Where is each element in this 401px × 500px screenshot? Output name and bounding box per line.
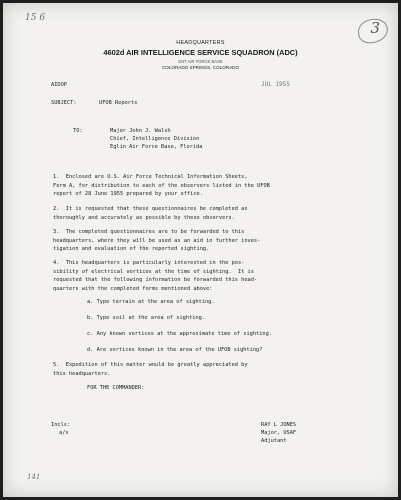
handwritten-page-number: 3	[370, 19, 380, 37]
list-item: c. Any known vortices at the approximate time of sighting.	[87, 331, 272, 337]
document-page	[3, 3, 398, 497]
list-item: a. Type terrain at the area of sighting.	[87, 299, 215, 305]
signature-name: RAY L JONES	[261, 422, 297, 428]
list-item: d. Are vortices known in the area of the UFOB sighting?	[87, 347, 263, 353]
paragraph-3: 3. The completed questionnaires are to be forwarded to this headquarters, where they will be used as an aid in further inves- tigation and evaluation of the reported sighting.	[53, 229, 261, 253]
closing-line: FOR THE COMMANDER:	[87, 385, 145, 391]
handwritten-file-number: 15 6	[25, 13, 46, 23]
paragraph-2: 2. It is requested that these questionnaires be completed as thoroughly and accurately as possible by these observers.	[53, 206, 248, 221]
document-date: JUL 1955	[261, 81, 290, 88]
enclosures-value: a/s	[59, 430, 69, 436]
to-line: Eglin Air Force Base, Florida	[110, 144, 203, 150]
letterhead-headquarters: HEADQUARTERS	[176, 40, 225, 46]
enclosures-label: Incls:	[51, 422, 71, 428]
letterhead-location: COLORADO SPRINGS, COLORADO	[161, 65, 240, 70]
signature-title: Adjutant	[261, 438, 287, 444]
paragraph-5: 5. Expedition of this matter would be greatly appreciated by this headquarters.	[53, 362, 248, 377]
to-label: TO:	[73, 128, 83, 134]
paragraph-4: 4. This headquarters is particularly interested in the pos- sibility of electrical vortices at the time of sighting. It is requested that the following information be forwarded this head- quarters with the completed forms mentioned above:	[53, 260, 258, 292]
subject-value: UFOB Reports	[99, 100, 138, 106]
list-item: b. Type soil at the area of sighting.	[87, 315, 205, 321]
to-line: Major John J. Walsh	[110, 128, 171, 134]
to-line: Chief, Intelligence Division	[110, 136, 200, 142]
office-symbol: AIDOP	[51, 82, 67, 88]
paragraph-1: 1. Enclosed are U.S. Air Force Technical Information Sheets, Form A, for distribution to each of the observers listed in the UFOB report of 28 June 1955 prepared by your office.	[53, 174, 270, 198]
subject-label: SUBJECT:	[51, 100, 77, 106]
letterhead-unit: 4602d AIR INTELLIGENCE SERVICE SQUADRON (ADC)	[103, 48, 298, 57]
handwritten-bottom-number: 141	[27, 473, 41, 481]
letterhead-base: ENT AIR FORCE BASE	[178, 59, 223, 64]
signature-rank: Major, USAF	[261, 430, 297, 436]
